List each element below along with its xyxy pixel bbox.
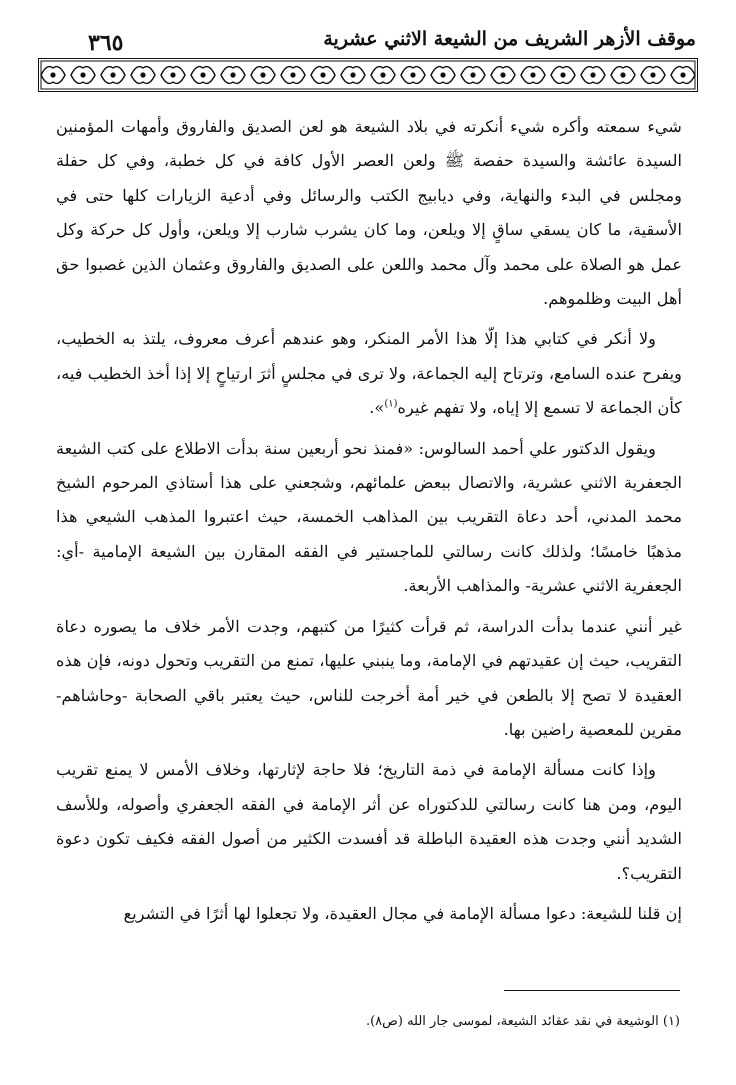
ornament-dot <box>230 72 235 77</box>
footnote-ref: (١) <box>384 398 398 410</box>
paragraph-2 <box>56 322 682 425</box>
ornament-dot <box>140 72 145 77</box>
paragraph-2-tail: ». <box>369 398 385 418</box>
body-text <box>56 110 682 937</box>
ornament-dot <box>110 72 115 77</box>
footnote: (١) الوشيعة في نقد عقائد الشيعة، لموسى جار الله (ص٨). <box>365 1014 680 1029</box>
ornament-dot <box>380 72 385 77</box>
ornament-dot <box>350 72 355 77</box>
ornament-dot <box>680 72 685 77</box>
ornament-dot <box>470 72 475 77</box>
ornament-dot <box>170 72 175 77</box>
paragraph-4: غير أنني عندما بدأت الدراسة، ثم قرأت كثيرًا من كتبهم، وجدت الأمر خلاف ما يصوره دعاة التقريب، حيث إن عقيدتهم في الإمامة، وما ينبني عليها، تمنع من التقريب وتحول دونه، فإن هذه العقيدة لا تصح إلا بالطعن في خير أمة أخرجت للناس، حيث يعتبر باقي الصحابة -وحاشاهم- مقرين للمعصية راضين بها. <box>56 616 682 739</box>
ornament-dot <box>320 72 325 77</box>
ornament-dot <box>590 72 595 77</box>
paragraph-1: شيء سمعته وأكره شيء أنكرته في بلاد الشيعة هو لعن الصديق والفاروق وأمهات المؤمنين السيدة عائشة والسيدة حفصة ﷺ ولعن العصر الأول كافة في كل خطبة، وفي كل حفلة ومجلس في البدء والنهاية، وفي ديابيج الكتب والرسائل وفي أدعية الزيارات كلها حتى في الأسقية، ما كان يسقي ساقٍ إلا ويلعن، وما كان يشرب شارب إلا ويلعن، وأول كل حركة وكل عمل هو الصلاة على محمد وآل محمد واللعن على الصديق والفاروق وعثمان الذين غصبوا حق أهل البيت وظلموهم. <box>56 117 682 309</box>
ornament-dot <box>50 72 55 77</box>
ornament-dot <box>560 72 565 77</box>
ornament-dot <box>200 72 205 77</box>
page-header <box>88 28 696 58</box>
ornament-dot <box>500 72 505 77</box>
ornamental-border <box>38 58 698 92</box>
footnote-divider <box>504 990 680 991</box>
ornament-dot <box>530 72 535 77</box>
ornament-dot <box>290 72 295 77</box>
ornament-dot <box>410 72 415 77</box>
ornament-dot <box>260 72 265 77</box>
page-number: ٣٦٥ <box>88 30 124 56</box>
paragraph-3: ويقول الدكتور علي أحمد السالوس: «فمنذ نحو أربعين سنة بدأت الاطلاع على كتب الشيعة الجعفرية الاثني عشرية، والاتصال ببعض علمائهم، وشجعني على هذا أستاذي المرحوم الشيخ محمد المدني، أحد دعاة التقريب بين المذاهب الخمسة، حيث اعتبروا المذهب الشيعي هذا مذهبًا خامسًا؛ ولذلك كانت رسالتي للماجستير في الفقه المقارن بين الشيعة الإمامية -أي: الجعفرية الاثني عشرية- والمذاهب الأربعة. <box>56 438 682 596</box>
ornament-dot <box>650 72 655 77</box>
ornament-dot <box>440 72 445 77</box>
paragraph-2-text: ولا أنكر في كتابي هذا إلّا هذا الأمر المنكر، وهو عندهم أعرف معروف، يلتذ به الخطيب، ويفرح عنده السامع، وترتاح إليه الجماعة، ولا ترى في مجلسٍ أثرَ ارتياحٍ إلا إذا أخذ الخطيب فيه، كأن الجماعة لا تسمع إلا إياه، ولا تفهم غيره <box>56 329 682 418</box>
paragraph-6: إن قلنا للشيعة: دعوا مسألة الإمامة في مجال العقيدة، ولا تجعلوا لها أثرًا في التشريع <box>123 903 682 923</box>
paragraph-5: وإذا كانت مسألة الإمامة في ذمة التاريخ؛ فلا حاجة لإثارتها، وخلاف الأمس لا يمنع تقريب اليوم، ومن هنا كانت رسالتي للدكتوراه عن أثر الإمامة في الفقه الجعفري وأصوله، وللأسف الشديد أنني وجدت هذه العقيدة الباطلة قد أفسدت الكثير من أصول الفقه فكيف تكون دعوة التقريب؟. <box>56 760 682 883</box>
ornament-dot <box>620 72 625 77</box>
ornament-dot <box>80 72 85 77</box>
running-title: موقف الأزهر الشريف من الشيعة الاثني عشرية <box>323 28 696 50</box>
